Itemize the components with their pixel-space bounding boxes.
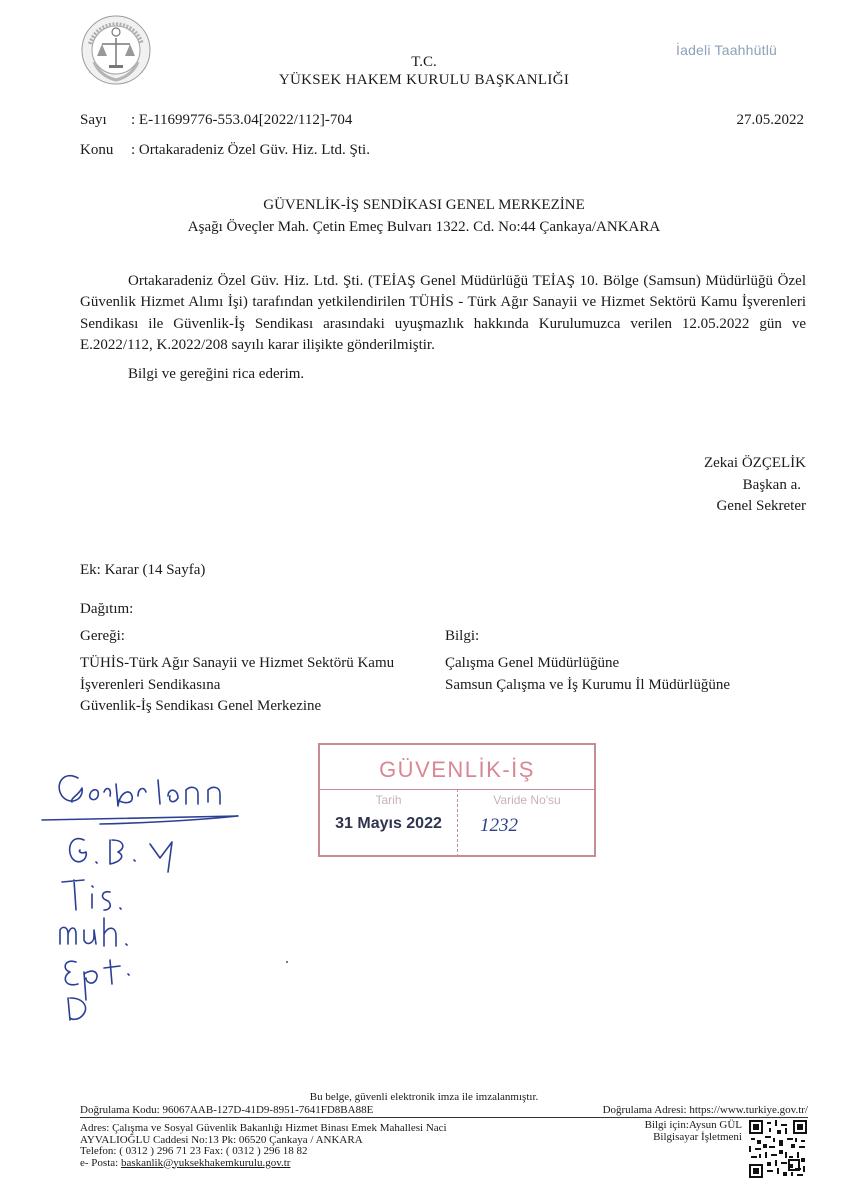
list-item: Çalışma Genel Müdürlüğüne <box>445 655 620 671</box>
geregi-list <box>80 653 394 718</box>
handwriting-line-5 <box>65 960 129 1000</box>
list-item: TÜHİS-Türk Ağır Sanayii ve Hizmet Sektörü Kamu <box>80 655 395 671</box>
footer-email-row <box>80 1158 447 1170</box>
stamp-number: 1232 <box>480 815 518 836</box>
received-stamp <box>318 743 596 857</box>
body-closing: Bilgi ve gereğini rica ederim. <box>128 366 305 382</box>
sayi-label: Sayı <box>80 112 107 128</box>
bilgi-list <box>445 653 730 696</box>
footer-email-link[interactable]: baskanlik@yuksekhakemkurulu.gov.tr <box>120 1156 291 1169</box>
handwriting-line-6 <box>68 998 86 1020</box>
list-item: İşverenleri Sendikasına <box>80 676 221 693</box>
body-paragraph: Ortakaradeniz Özel Güv. Hiz. Ltd. Şti. (TEİAŞ Genel Müdürlüğü TEİAŞ 10. Bölge (Samsun) Müdürlüğü Özel Güvenlik Hizmet Alımı İşi) tarafından yetkilendirilen TÜHİS - Türk Ağır Sanayii ve Hizmet Sektörü Kamu İşverenleri Sendikası ile Güvenlik-İş Sendikası arasındaki uyuşmazlık hakkında Kurulumuzca verilen 12.05.2022 gün ve E.2022/112, K.2022/208 sayılı karar ilişikte gönderilmiştir. <box>80 273 806 353</box>
footer-divider <box>80 1117 808 1118</box>
stamp-column-divider <box>457 789 458 857</box>
konu-label: Konu <box>80 142 114 158</box>
recipient-name: GÜVENLİK-İŞ SENDİKASI GENEL MERKEZİNE <box>263 197 585 213</box>
handwriting-line-4 <box>60 918 127 946</box>
signatory-name: Zekai ÖZÇELİK <box>703 455 806 471</box>
list-item: Samsun Çalışma ve İş Kurumu İl Müdürlüğüne <box>445 676 730 693</box>
geregi-heading: Gereği: <box>80 628 125 644</box>
document-date: 27.05.2022 <box>736 112 804 128</box>
stamp-date-label: Tarih <box>375 793 402 807</box>
registered-mail-stamp: İadeli Taahhütlü <box>676 42 778 58</box>
handwriting-line-3 <box>62 880 121 910</box>
bilgi-heading: Bilgi: <box>445 628 480 644</box>
handwritten-notes <box>40 762 300 1022</box>
list-item: Güvenlik-İş Sendikası Genel Merkezine <box>80 698 322 714</box>
footer-info <box>645 1120 742 1143</box>
distribution-label: Dağıtım: <box>80 601 134 617</box>
footer-email-label: e- Posta: <box>80 1156 121 1169</box>
handwriting-line-1 <box>59 776 220 806</box>
sayi-value: : E-11699776-553.04[2022/112]-704 <box>131 112 353 128</box>
verification-address: Doğrulama Adresi: https://www.turkiye.gov.tr/ <box>602 1104 808 1116</box>
footer-phone: Telefon: ( 0312 ) 296 71 23 Fax: ( 0312 ) 296 18 82 <box>80 1145 308 1157</box>
header-tc: T.C. <box>411 54 437 70</box>
verification-code: Doğrulama Kodu: 96067AAB-127D-41D9-8951-7641FD8BA88E <box>80 1104 374 1116</box>
stamp-title: GÜVENLİK-İŞ <box>379 757 535 782</box>
footer-contact <box>80 1123 447 1169</box>
recipient-address: Aşağı Öveçler Mah. Çetin Emeç Bulvarı 1322. Cd. No:44 Çankaya/ANKARA <box>187 219 661 235</box>
stamp-date: 31 Mayıs 2022 <box>335 815 442 832</box>
footer-info-contact: Bilgi için:Aysun GÜL <box>644 1119 742 1131</box>
footer-address-line-2: AYVALIOĞLU Caddesi No:13 Pk: 06520 Çankaya / ANKARA <box>80 1133 363 1146</box>
signatory-title-1: Başkan a. <box>742 477 801 493</box>
attachment-line: Ek: Karar (14 Sayfa) <box>80 562 206 578</box>
handwriting-underline <box>42 816 238 824</box>
institution-name: YÜKSEK HAKEM KURULU BAŞKANLIĞI <box>278 72 570 88</box>
footer-address-line-1: Adres: Çalışma ve Sosyal Güvenlik Bakanlığı Hizmet Binası Emek Mahallesi Naci <box>80 1122 447 1134</box>
konu-value: : Ortakaradeniz Özel Güv. Hiz. Ltd. Şti. <box>131 142 370 158</box>
signatory-title-2: Genel Sekreter <box>716 498 806 514</box>
handwriting-line-2 <box>70 839 172 872</box>
footer-info-role: Bilgisayar İşletmeni <box>653 1130 742 1143</box>
qr-code-icon <box>749 1120 807 1178</box>
e-signature-note: Bu belge, güvenli elektronik imza ile imzalanmıştır. <box>309 1091 539 1103</box>
stamp-number-label: Varide No'su <box>493 793 561 807</box>
